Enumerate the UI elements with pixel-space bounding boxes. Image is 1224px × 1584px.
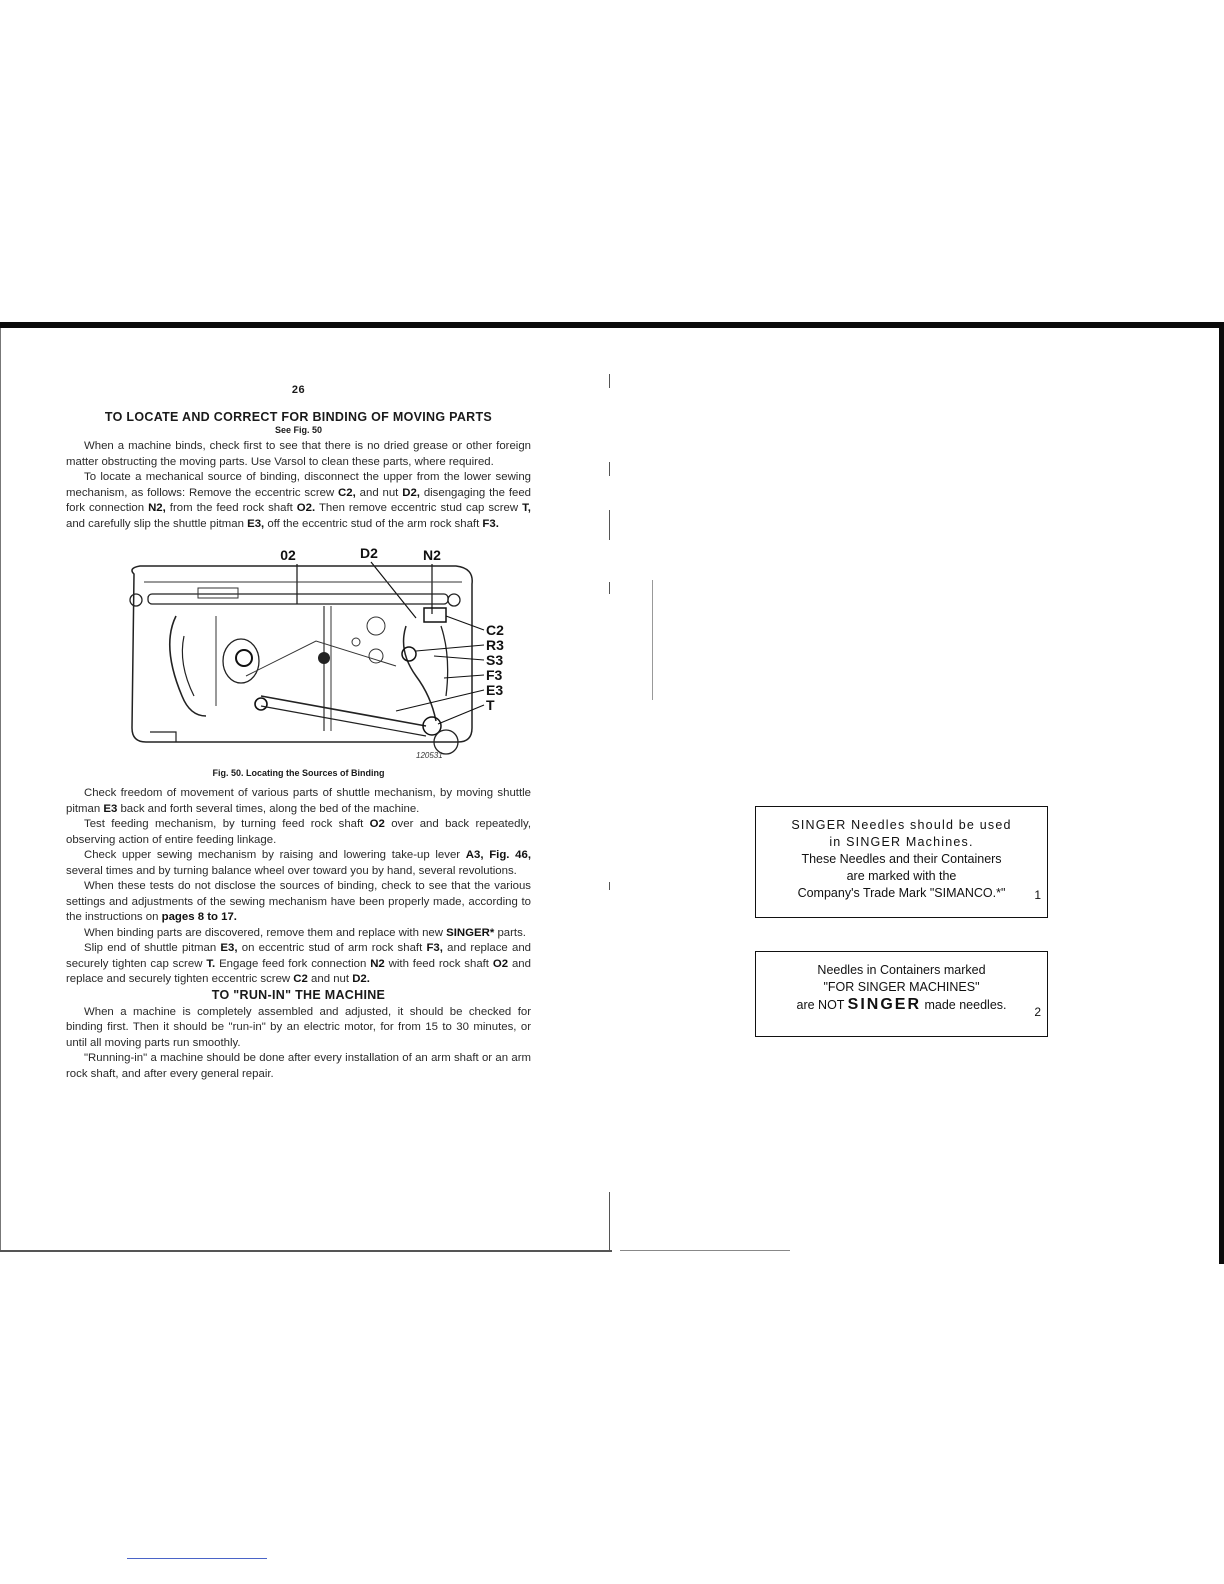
paragraph: When a machine is completely assembled and adjusted, it should be checked for binding first. Then it should be "run-in" by an electric motor, for from 15 to 30 minutes, or until all moving parts run smoothly. (66, 1005, 531, 1049)
label-S3: S3 (486, 652, 504, 668)
notice-line: Company's Trade Mark "SIMANCO.*" (797, 886, 1006, 900)
paragraph: Test feeding mechanism, by turning feed rock shaft O2 over and back repeatedly, observing action of entire feeding linkage. (66, 818, 531, 846)
label-O2: 02 (280, 547, 296, 563)
label-F3: F3 (486, 667, 503, 683)
paragraph: When binding parts are discovered, remove them and replace with new SINGER* parts. (84, 926, 526, 939)
page-number: 26 (291, 384, 306, 396)
notice-line: are marked with the (846, 869, 957, 883)
label-R3: R3 (486, 637, 504, 653)
machine-illustration (66, 546, 531, 764)
notice-line: These Needles and their Containers (801, 852, 1002, 866)
notice-line: "FOR SINGER MACHINES" (823, 980, 980, 994)
paragraph: To locate a mechanical source of binding, disconnect the upper from the lower sewing mechanism, as follows: Remove the eccentric screw C2, and nut D2, disengaging the feed fork connection N2, from the feed rock shaft O2. Then remove eccentric stud cap screw T, and carefully slip the shuttle pitman E3, off the eccentric stud of the arm rock shaft F3. (66, 471, 531, 530)
notice-line: Needles in Containers marked (817, 963, 986, 977)
bottom-border-right (620, 1250, 790, 1251)
figure-serial: 120531 (416, 751, 443, 760)
paragraph: When these tests do not disclose the sources of binding, check to see that the various settings and adjustments of the sewing mechanism have been properly made, according to the instructions on pages 8 to 17. (66, 880, 531, 923)
paragraph: Slip end of shuttle pitman E3, on eccentric stud of arm rock shaft F3, and replace and securely tighten cap screw T. Engage feed fork connection N2 with feed rock shaft O2 and replace and securely tighten eccentric screw C2 and nut D2. (66, 942, 531, 985)
bottom-border-left (0, 1250, 612, 1252)
left-page (66, 384, 531, 1082)
paragraph: "Running-in" a machine should be done after every installation of an arm shaft or an arm rock shaft, and after every general repair. (66, 1052, 531, 1080)
label-T: T (486, 697, 495, 713)
notice-line: are NOT SINGER made needles. (796, 996, 1007, 1013)
machine-underside-drawing (66, 546, 531, 764)
paragraph: When a machine binds, check first to see that there is no dried grease or other foreign matter obstructing the moving parts. Use Varsol to clean these parts, where required. (66, 440, 531, 468)
paragraph: Check freedom of movement of various parts of shuttle mechanism, by moving shuttle pitman E3 back and forth several times, along the bed of the machine. (66, 787, 531, 815)
notice-number: 2 (1034, 1005, 1041, 1019)
notice-box-singer-needles (755, 806, 1048, 918)
left-edge (0, 328, 1, 1252)
see-figure-ref: See Fig. 50 (274, 425, 323, 435)
label-E3: E3 (486, 682, 504, 698)
notice-line: SINGER Needles should be used (791, 818, 1012, 832)
section-title-binding: TO LOCATE AND CORRECT FOR BINDING OF MOVING PARTS (104, 410, 493, 424)
singer-wordmark: SINGER (847, 996, 922, 1013)
label-D2: D2 (360, 546, 378, 561)
label-C2: C2 (486, 622, 504, 638)
label-N2: N2 (423, 547, 441, 563)
paragraph: Check upper sewing mechanism by raising and lowering take-up lever A3, Fig. 46, several times and by turning balance wheel over toward you by hand, several revolutions. (66, 849, 531, 877)
notice-number: 1 (1034, 888, 1041, 902)
right-border (1219, 322, 1224, 1264)
section-title-run-in: TO "RUN-IN" THE MACHINE (211, 987, 386, 1002)
page-gutter (609, 362, 611, 1252)
scan-artifact (652, 580, 653, 700)
figure-caption: Fig. 50. Locating the Sources of Binding (212, 768, 385, 778)
notice-line: in SINGER Machines. (829, 835, 974, 849)
top-border (0, 322, 1224, 328)
notice-box-not-singer (755, 951, 1048, 1037)
footer-underline (127, 1558, 267, 1559)
